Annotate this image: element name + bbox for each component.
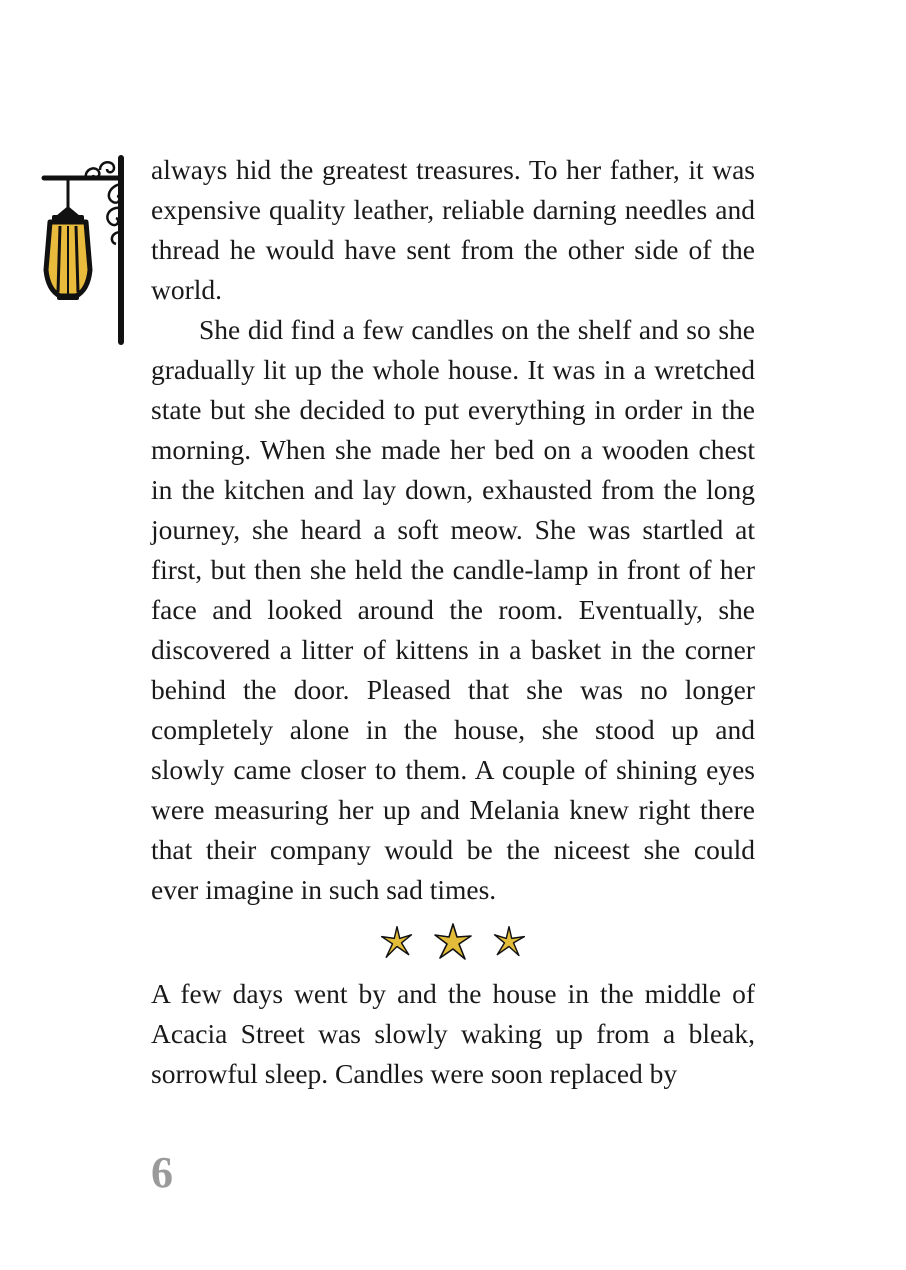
page-number: 6 (151, 1148, 173, 1197)
section-separator (151, 910, 755, 974)
star-icon (433, 922, 473, 962)
paragraph: A few days went by and the house in the middle of Acacia Street was slowly waking up from a bleak, sorrowful sleep. Candles were soon replaced by (151, 978, 755, 1089)
page-text (151, 150, 755, 1094)
paragraph: always hid the greatest treasures. To her father, it was expensive quality leather, reliable darning needles and thread he would have sent from the other side of the world. (151, 154, 755, 305)
paragraph: She did find a few candles on the shelf and so she gradually lit up the whole house. It was in a wretched state but she decided to put everything in order in the morning. When she made her bed on a wooden chest in the kitchen and lay down, exhausted from the long journey, she heard a soft meow. She was startled at first, but then she held the candle-lamp in front of her face and looked around the room. Eventually, she discovered a litter of kittens in a basket in the corner behind the door. Pleased that she was no longer completely alone in the house, she stood up and slowly came closer to them. A couple of shining eyes were measuring her up and Melania knew right there that their company would be the niceest she could ever imagine in such sad times. (151, 314, 755, 905)
star-icon (491, 924, 527, 960)
street-lantern-icon (30, 150, 130, 350)
star-icon (379, 924, 415, 960)
